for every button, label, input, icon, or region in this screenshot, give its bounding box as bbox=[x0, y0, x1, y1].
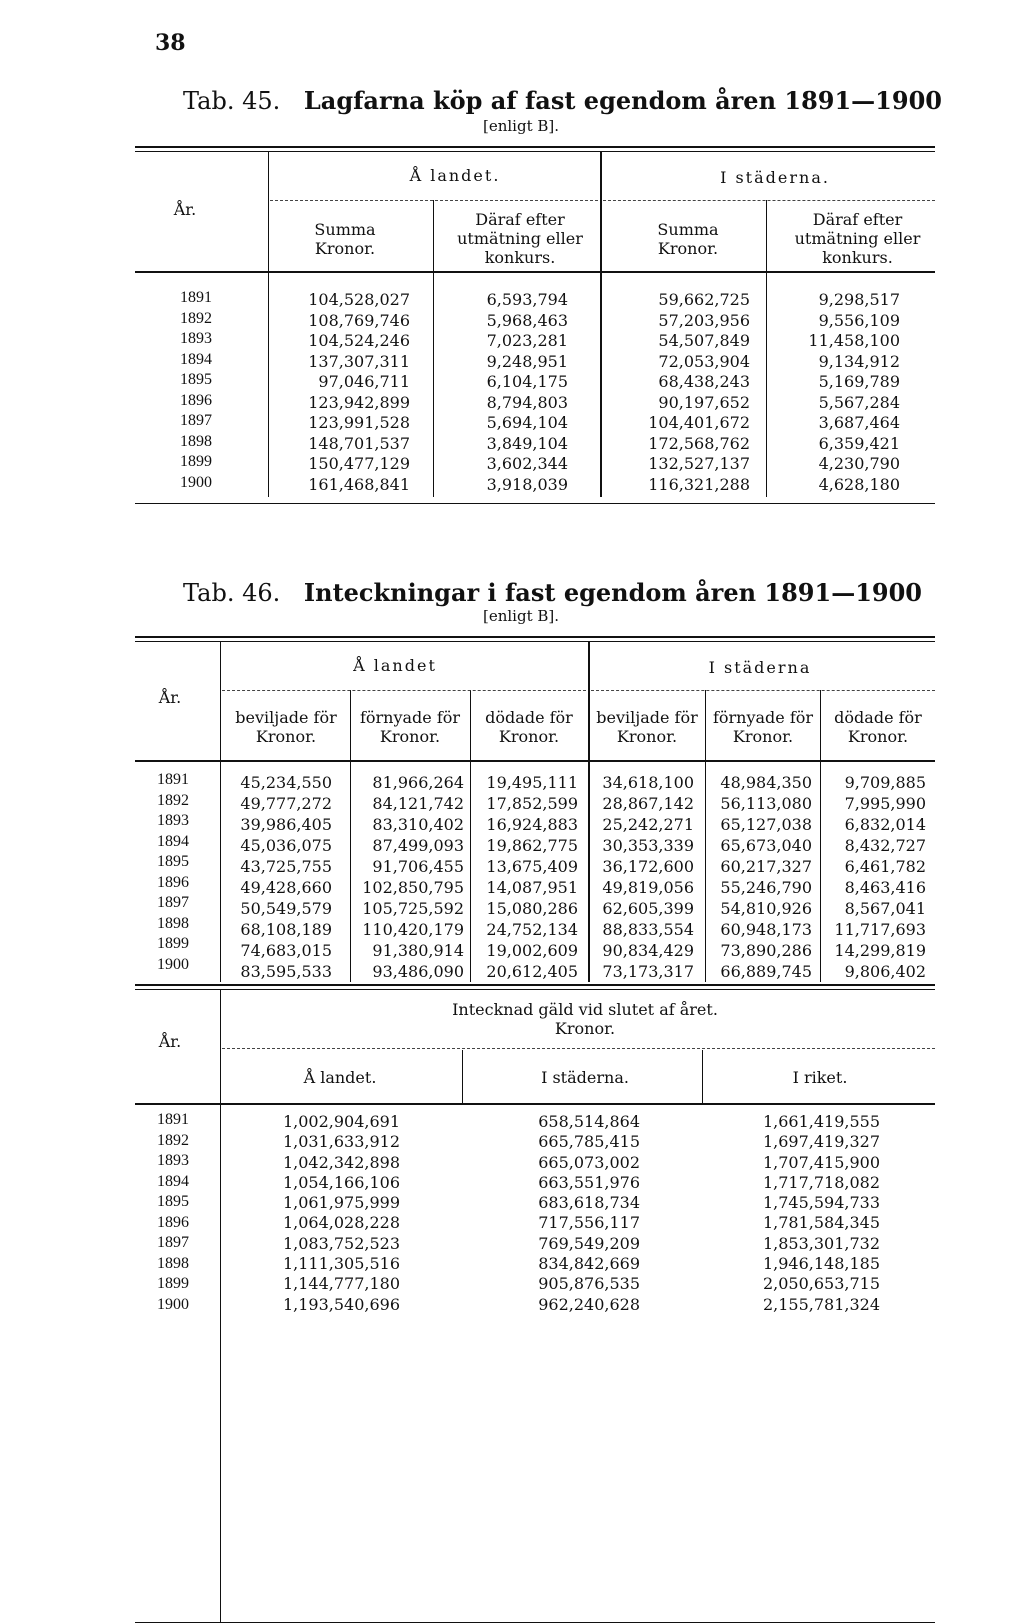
year-cell: 1897 bbox=[157, 894, 189, 911]
value-cell: 88,833,554 bbox=[602, 920, 694, 939]
value-cell: 57,203,956 bbox=[658, 310, 750, 330]
tab46-top-rule bbox=[135, 636, 935, 638]
value-cell: 11,717,693 bbox=[834, 920, 926, 939]
tab45-bottom-rule bbox=[135, 503, 935, 504]
tab46-col-staderna-beviljade: beviljade för Kronor. bbox=[596, 708, 698, 746]
tab46-part2-header-rule bbox=[135, 1103, 935, 1105]
year-cell: 1896 bbox=[157, 873, 189, 891]
year-cell: 1893 bbox=[157, 1152, 189, 1169]
tab46-part2-divider bbox=[702, 1050, 703, 1103]
value-cell: 665,785,415 bbox=[538, 1132, 640, 1152]
value-cell: 8,794,803 bbox=[486, 392, 568, 412]
value-cell: 20,612,405 bbox=[486, 962, 578, 981]
value-cell: 104,524,246 bbox=[308, 331, 410, 350]
tab46-staderna-fornyade-col bbox=[706, 772, 812, 982]
value-cell: 8,463,416 bbox=[844, 878, 926, 897]
tab46-gald-landet-col bbox=[240, 1112, 400, 1315]
value-cell: 663,551,976 bbox=[538, 1172, 640, 1192]
tab45-group-landet: Å landet. bbox=[409, 166, 501, 185]
tab45-number: Tab. 45. bbox=[183, 87, 281, 115]
year-cell: 1892 bbox=[157, 1131, 189, 1149]
value-cell: 87,499,093 bbox=[372, 836, 464, 855]
year-cell: 1900 bbox=[157, 955, 189, 973]
tab46-col-landet-beviljade: beviljade för Kronor. bbox=[235, 708, 337, 746]
value-cell: 9,134,912 bbox=[818, 351, 900, 371]
value-cell: 73,173,317 bbox=[602, 962, 694, 981]
value-cell: 1,661,419,555 bbox=[762, 1112, 880, 1131]
tab46-staderna-dodade-col bbox=[822, 772, 926, 982]
value-cell: 55,246,790 bbox=[720, 878, 812, 897]
year-cell: 1897 bbox=[180, 412, 212, 429]
value-cell: 1,031,633,912 bbox=[282, 1132, 400, 1152]
year-cell: 1899 bbox=[180, 453, 212, 470]
tab46-title: Inteckningar i fast egendom åren 1891—1900 bbox=[303, 578, 922, 607]
tab46-top-rule-thin bbox=[135, 641, 935, 642]
value-cell: 683,618,734 bbox=[538, 1193, 640, 1213]
value-cell: 4,230,790 bbox=[818, 454, 900, 473]
value-cell: 50,549,579 bbox=[240, 899, 332, 918]
tab46-header-rule bbox=[135, 760, 935, 762]
tab46-number: Tab. 46. bbox=[183, 579, 281, 607]
tab45-col-staderna-daraf: Däraf efter utmätning eller konkurs. bbox=[794, 210, 921, 267]
tab46-part2-top-rule-thin bbox=[135, 989, 935, 990]
value-cell: 11,458,100 bbox=[808, 331, 900, 350]
value-cell: 1,083,752,523 bbox=[282, 1233, 400, 1253]
year-cell: 1891 bbox=[157, 771, 189, 788]
value-cell: 132,527,137 bbox=[648, 454, 750, 473]
value-cell: 97,046,711 bbox=[318, 372, 410, 391]
value-cell: 49,819,056 bbox=[602, 878, 694, 897]
tab46-part2-top-rule bbox=[135, 984, 935, 986]
value-cell: 91,380,914 bbox=[372, 941, 464, 960]
value-cell: 105,725,592 bbox=[362, 899, 464, 918]
value-cell: 68,108,189 bbox=[240, 920, 332, 939]
value-cell: 1,064,028,228 bbox=[282, 1213, 400, 1233]
tab45-title-block bbox=[183, 86, 942, 115]
tab46-gald-riket-col bbox=[720, 1112, 880, 1315]
value-cell: 1,042,342,898 bbox=[282, 1152, 400, 1172]
tab46-staderna-beviljade-col bbox=[590, 772, 694, 982]
tab46-landet-dodade-col bbox=[472, 772, 578, 982]
value-cell: 1,144,777,180 bbox=[282, 1274, 400, 1294]
value-cell: 60,948,173 bbox=[720, 920, 812, 939]
tab45-subtitle: [enligt B]. bbox=[483, 117, 560, 135]
value-cell: 150,477,129 bbox=[308, 454, 410, 473]
value-cell: 1,002,904,691 bbox=[282, 1112, 400, 1131]
value-cell: 962,240,628 bbox=[538, 1294, 640, 1314]
value-cell: 137,307,311 bbox=[308, 351, 410, 371]
value-cell: 123,942,899 bbox=[308, 392, 410, 412]
value-cell: 4,628,180 bbox=[818, 474, 900, 494]
tab46-landet-beviljade-col bbox=[222, 772, 332, 982]
tab46-group-rule bbox=[591, 690, 935, 691]
value-cell: 91,706,455 bbox=[372, 857, 464, 876]
value-cell: 49,428,660 bbox=[240, 878, 332, 897]
tab46-gald-staderna-col bbox=[490, 1112, 640, 1315]
tab45-top-rule-thin bbox=[135, 151, 935, 152]
tab46-part2-col-landet: Å landet. bbox=[303, 1068, 377, 1087]
tab45-years bbox=[180, 288, 212, 493]
value-cell: 9,709,885 bbox=[844, 773, 926, 792]
value-cell: 45,036,075 bbox=[240, 836, 332, 855]
year-cell: 1900 bbox=[180, 473, 212, 491]
year-cell: 1897 bbox=[157, 1234, 189, 1251]
value-cell: 59,662,725 bbox=[658, 290, 750, 309]
year-cell: 1896 bbox=[157, 1213, 189, 1231]
value-cell: 36,172,600 bbox=[602, 857, 694, 876]
tab45-col-staderna-summa: Summa Kronor. bbox=[657, 220, 719, 258]
value-cell: 1,697,419,327 bbox=[762, 1132, 880, 1152]
value-cell: 49,777,272 bbox=[240, 794, 332, 813]
value-cell: 123,991,528 bbox=[308, 413, 410, 432]
value-cell: 1,061,975,999 bbox=[282, 1193, 400, 1213]
value-cell: 17,852,599 bbox=[486, 794, 578, 813]
value-cell: 62,605,399 bbox=[602, 899, 694, 918]
tab46-part2-year-header: År. bbox=[158, 1032, 182, 1051]
value-cell: 6,461,782 bbox=[844, 857, 926, 876]
year-cell: 1894 bbox=[157, 832, 189, 850]
value-cell: 48,984,350 bbox=[720, 773, 812, 792]
value-cell: 2,050,653,715 bbox=[762, 1274, 880, 1294]
tab45-group-rule bbox=[270, 200, 598, 201]
value-cell: 90,834,429 bbox=[602, 941, 694, 960]
value-cell: 1,111,305,516 bbox=[282, 1254, 400, 1274]
value-cell: 1,193,540,696 bbox=[282, 1294, 400, 1314]
value-cell: 6,104,175 bbox=[486, 372, 568, 391]
value-cell: 104,401,672 bbox=[648, 413, 750, 432]
value-cell: 905,876,535 bbox=[538, 1274, 640, 1294]
tab45-title: Lagfarna köp af fast egendom åren 1891—1900 bbox=[303, 86, 942, 115]
year-cell: 1899 bbox=[157, 1275, 189, 1292]
value-cell: 81,966,264 bbox=[372, 773, 464, 792]
value-cell: 72,053,904 bbox=[658, 351, 750, 371]
value-cell: 148,701,537 bbox=[308, 433, 410, 453]
value-cell: 83,595,533 bbox=[240, 962, 332, 981]
year-cell: 1892 bbox=[157, 791, 189, 809]
tab45-staderna-daraf-col bbox=[780, 290, 900, 495]
value-cell: 19,862,775 bbox=[486, 836, 578, 855]
value-cell: 65,127,038 bbox=[720, 815, 812, 834]
tab46-col-staderna-fornyade: förnyade för Kronor. bbox=[712, 708, 814, 746]
value-cell: 1,707,415,900 bbox=[762, 1152, 880, 1172]
year-cell: 1898 bbox=[157, 1254, 189, 1272]
year-cell: 1895 bbox=[157, 853, 189, 870]
year-cell: 1898 bbox=[180, 432, 212, 450]
tab45-staderna-summa-col bbox=[610, 290, 750, 495]
year-cell: 1891 bbox=[157, 1111, 189, 1128]
value-cell: 65,673,040 bbox=[720, 836, 812, 855]
year-cell: 1895 bbox=[180, 371, 212, 388]
value-cell: 83,310,402 bbox=[372, 815, 464, 834]
year-cell: 1899 bbox=[157, 935, 189, 952]
value-cell: 13,675,409 bbox=[486, 857, 578, 876]
tab46-year-header: År. bbox=[158, 688, 182, 707]
value-cell: 9,298,517 bbox=[818, 290, 900, 309]
year-cell: 1895 bbox=[157, 1193, 189, 1210]
year-cell: 1891 bbox=[180, 289, 212, 306]
value-cell: 14,087,951 bbox=[486, 878, 578, 897]
value-cell: 14,299,819 bbox=[834, 941, 926, 960]
value-cell: 9,556,109 bbox=[818, 310, 900, 330]
value-cell: 34,618,100 bbox=[602, 773, 694, 792]
year-cell: 1896 bbox=[180, 391, 212, 409]
tab46-divider bbox=[820, 690, 821, 982]
value-cell: 5,169,789 bbox=[818, 372, 900, 391]
value-cell: 1,946,148,185 bbox=[762, 1254, 880, 1274]
tab46-part2-divider bbox=[462, 1050, 463, 1103]
value-cell: 8,432,727 bbox=[844, 836, 926, 855]
tab46-col-landet-fornyade: förnyade för Kronor. bbox=[359, 708, 461, 746]
value-cell: 16,924,883 bbox=[486, 815, 578, 834]
year-cell: 1893 bbox=[180, 330, 212, 347]
value-cell: 172,568,762 bbox=[648, 433, 750, 453]
tab45-year-header: År. bbox=[173, 200, 197, 219]
value-cell: 2,155,781,324 bbox=[762, 1294, 880, 1314]
tab46-part2-divider bbox=[220, 990, 221, 1623]
tab46-part2-col-riket: I riket. bbox=[792, 1068, 848, 1087]
page-number: 38 bbox=[155, 30, 186, 56]
value-cell: 19,002,609 bbox=[486, 941, 578, 960]
value-cell: 45,234,550 bbox=[240, 773, 332, 792]
value-cell: 102,850,795 bbox=[362, 878, 464, 897]
value-cell: 9,806,402 bbox=[844, 962, 926, 981]
value-cell: 28,867,142 bbox=[602, 794, 694, 813]
value-cell: 1,853,301,732 bbox=[762, 1233, 880, 1253]
value-cell: 658,514,864 bbox=[538, 1112, 640, 1131]
tab45-divider bbox=[433, 200, 434, 497]
year-cell: 1893 bbox=[157, 812, 189, 829]
value-cell: 3,602,344 bbox=[486, 454, 568, 473]
tab46-group-rule bbox=[222, 690, 586, 691]
value-cell: 68,438,243 bbox=[658, 372, 750, 391]
value-cell: 90,197,652 bbox=[658, 392, 750, 412]
value-cell: 108,769,746 bbox=[308, 310, 410, 330]
tab45-col-landet-summa: Summa Kronor. bbox=[314, 220, 376, 258]
tab46-landet-fornyade-col bbox=[352, 772, 464, 982]
tab45-divider bbox=[268, 152, 269, 497]
value-cell: 1,781,584,345 bbox=[762, 1213, 880, 1233]
value-cell: 769,549,209 bbox=[538, 1233, 640, 1253]
value-cell: 15,080,286 bbox=[486, 899, 578, 918]
tab46-col-landet-dodade: dödade för Kronor. bbox=[485, 708, 573, 746]
tab46-years bbox=[157, 770, 189, 975]
tab45-divider bbox=[600, 152, 602, 497]
tab46-part2-unit: Kronor. bbox=[554, 1019, 616, 1038]
value-cell: 6,359,421 bbox=[818, 433, 900, 453]
value-cell: 43,725,755 bbox=[240, 857, 332, 876]
year-cell: 1892 bbox=[180, 309, 212, 327]
value-cell: 5,567,284 bbox=[818, 392, 900, 412]
value-cell: 19,495,111 bbox=[486, 773, 578, 792]
tab45-divider bbox=[766, 200, 767, 497]
tab46-group-staderna: I städerna bbox=[708, 658, 812, 677]
value-cell: 1,717,718,082 bbox=[762, 1172, 880, 1192]
tab46-title-block bbox=[183, 578, 922, 607]
value-cell: 7,023,281 bbox=[486, 331, 568, 350]
tab45-header-rule bbox=[135, 271, 935, 273]
value-cell: 54,507,849 bbox=[658, 331, 750, 350]
tab46-divider bbox=[350, 690, 351, 982]
value-cell: 1,054,166,106 bbox=[282, 1172, 400, 1192]
tab46-group-landet: Å landet bbox=[353, 656, 437, 675]
value-cell: 5,968,463 bbox=[486, 310, 568, 330]
value-cell: 24,752,134 bbox=[486, 920, 578, 939]
year-cell: 1894 bbox=[180, 350, 212, 368]
value-cell: 3,849,104 bbox=[486, 433, 568, 453]
value-cell: 665,073,002 bbox=[538, 1152, 640, 1172]
value-cell: 54,810,926 bbox=[720, 899, 812, 918]
value-cell: 30,353,339 bbox=[602, 836, 694, 855]
value-cell: 104,528,027 bbox=[308, 290, 410, 309]
tab46-part2-group-rule bbox=[222, 1048, 935, 1049]
value-cell: 39,986,405 bbox=[240, 815, 332, 834]
value-cell: 6,593,794 bbox=[486, 290, 568, 309]
tab46-col-staderna-dodade: dödade för Kronor. bbox=[834, 708, 922, 746]
value-cell: 3,918,039 bbox=[486, 474, 568, 494]
value-cell: 60,217,327 bbox=[720, 857, 812, 876]
tab45-landet-summa-col bbox=[278, 290, 410, 495]
tab45-group-staderna: I städerna. bbox=[720, 168, 830, 187]
year-cell: 1898 bbox=[157, 914, 189, 932]
value-cell: 6,832,014 bbox=[844, 815, 926, 834]
tab45-landet-daraf-col bbox=[448, 290, 568, 495]
tab46-part2-col-staderna: I städerna. bbox=[541, 1068, 629, 1087]
value-cell: 74,683,015 bbox=[240, 941, 332, 960]
value-cell: 84,121,742 bbox=[372, 794, 464, 813]
year-cell: 1894 bbox=[157, 1172, 189, 1190]
value-cell: 7,995,990 bbox=[844, 794, 926, 813]
value-cell: 834,842,669 bbox=[538, 1254, 640, 1274]
value-cell: 93,486,090 bbox=[372, 962, 464, 981]
value-cell: 73,890,286 bbox=[720, 941, 812, 960]
value-cell: 110,420,179 bbox=[362, 920, 464, 939]
value-cell: 717,556,117 bbox=[538, 1213, 640, 1233]
year-cell: 1900 bbox=[157, 1295, 189, 1313]
tab45-group-rule bbox=[603, 200, 935, 201]
tab46-part2-header: Intecknad gäld vid slutet af året. bbox=[452, 1000, 718, 1019]
tab46-divider bbox=[220, 642, 221, 982]
tab45-top-rule bbox=[135, 146, 935, 148]
value-cell: 161,468,841 bbox=[308, 474, 410, 494]
value-cell: 66,889,745 bbox=[720, 962, 812, 981]
value-cell: 9,248,951 bbox=[486, 351, 568, 371]
tab45-col-landet-daraf: Däraf efter utmätning eller konkurs. bbox=[457, 210, 583, 267]
tab46-divider bbox=[470, 690, 471, 982]
value-cell: 25,242,271 bbox=[602, 815, 694, 834]
value-cell: 1,745,594,733 bbox=[762, 1193, 880, 1213]
value-cell: 116,321,288 bbox=[648, 474, 750, 494]
value-cell: 56,113,080 bbox=[720, 794, 812, 813]
tab46-part2-years bbox=[157, 1110, 189, 1315]
tab46-subtitle: [enligt B]. bbox=[483, 607, 560, 625]
value-cell: 3,687,464 bbox=[818, 413, 900, 432]
value-cell: 8,567,041 bbox=[844, 899, 926, 918]
value-cell: 5,694,104 bbox=[486, 413, 568, 432]
